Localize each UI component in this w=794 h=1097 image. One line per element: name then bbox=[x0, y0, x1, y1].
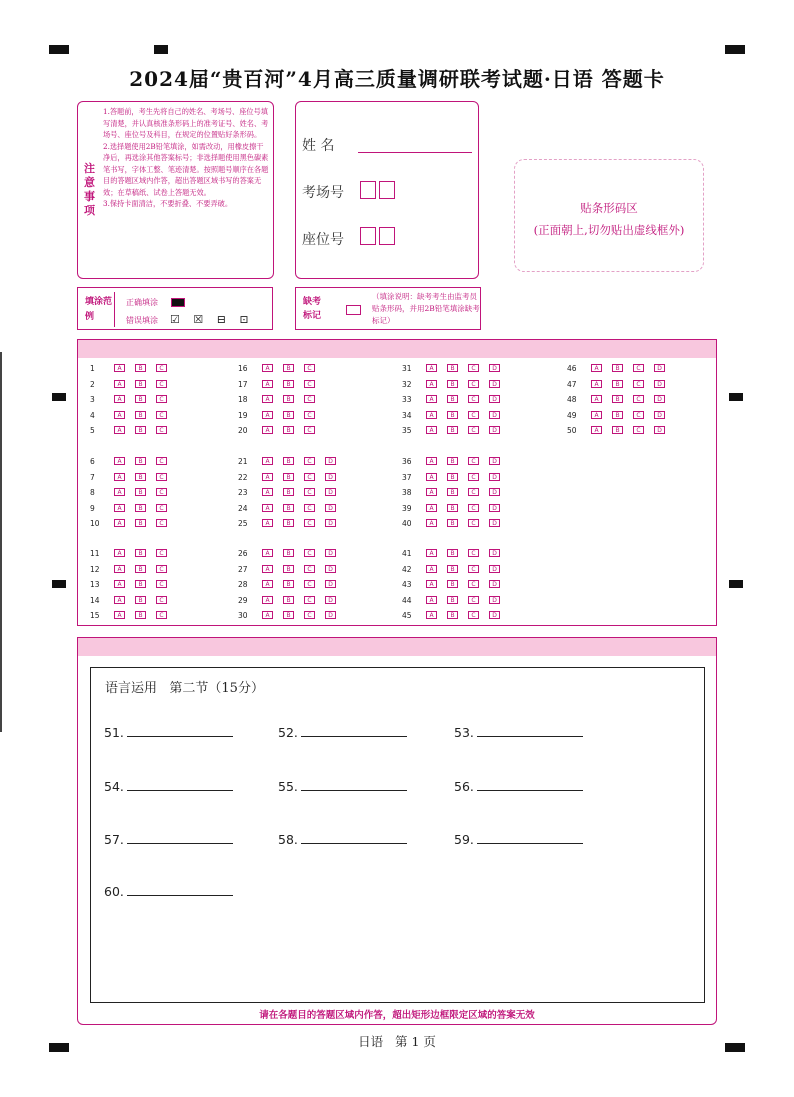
question-number: 24 bbox=[238, 503, 248, 513]
option-bubble-a[interactable]: A bbox=[426, 565, 437, 573]
option-bubble-c[interactable]: C bbox=[468, 504, 479, 512]
question-number: 17 bbox=[238, 379, 248, 389]
option-bubble-a[interactable]: A bbox=[426, 457, 437, 465]
option-bubble-b[interactable]: B bbox=[283, 565, 294, 573]
question-number: 3 bbox=[90, 395, 95, 404]
question-number: 42 bbox=[402, 564, 412, 574]
option-bubble-d[interactable]: D bbox=[489, 549, 500, 557]
option-bubble-c[interactable]: C bbox=[468, 488, 479, 496]
room-label: 考场号 bbox=[302, 185, 344, 201]
option-bubble-b[interactable]: B bbox=[283, 488, 294, 496]
notice-text bbox=[103, 106, 269, 210]
option-bubble-b[interactable]: B bbox=[447, 395, 458, 403]
question-number: 33 bbox=[402, 395, 412, 404]
barcode-area bbox=[514, 159, 704, 272]
option-bubble-c[interactable]: C bbox=[304, 504, 315, 512]
option-bubble-c[interactable]: C bbox=[468, 395, 479, 403]
option-bubble-d[interactable]: D bbox=[325, 488, 336, 496]
option-bubble-a[interactable]: A bbox=[114, 457, 125, 465]
option-bubble-c[interactable]: C bbox=[156, 519, 167, 527]
option-bubble-c[interactable]: C bbox=[304, 411, 315, 419]
option-bubble-c[interactable]: C bbox=[304, 549, 315, 557]
option-bubble-a[interactable]: A bbox=[262, 580, 273, 588]
option-bubble-b[interactable]: B bbox=[447, 457, 458, 465]
option-bubble-c[interactable]: C bbox=[633, 395, 644, 403]
option-bubble-b[interactable]: B bbox=[283, 519, 294, 527]
option-bubble-a[interactable]: A bbox=[262, 411, 273, 419]
option-bubble-b[interactable]: B bbox=[135, 364, 146, 372]
absent-box bbox=[295, 287, 481, 330]
option-bubble-c[interactable]: C bbox=[156, 611, 167, 619]
option-bubble-b[interactable]: B bbox=[447, 565, 458, 573]
option-bubble-c[interactable]: C bbox=[468, 426, 479, 434]
option-bubble-c[interactable]: C bbox=[468, 457, 479, 465]
question-number: 5 bbox=[90, 426, 95, 435]
option-bubble-d[interactable]: D bbox=[325, 519, 336, 527]
blank-label: 51. bbox=[104, 725, 124, 740]
option-bubble-a[interactable]: A bbox=[262, 519, 273, 527]
option-bubble-b[interactable]: B bbox=[447, 488, 458, 496]
option-bubble-a[interactable]: A bbox=[591, 364, 602, 372]
option-bubble-a[interactable]: A bbox=[591, 380, 602, 388]
registration-mark bbox=[154, 45, 168, 54]
option-bubble-d[interactable]: D bbox=[489, 364, 500, 372]
question-number: 27 bbox=[238, 564, 248, 574]
option-bubble-c[interactable]: C bbox=[156, 364, 167, 372]
registration-mark bbox=[52, 580, 66, 588]
option-bubble-b[interactable]: B bbox=[135, 611, 146, 619]
section-heading: 语言运用 第二节（15分） bbox=[105, 681, 264, 696]
blank-label: 53. bbox=[454, 725, 474, 740]
notice-item: 2.选择题使用2B铅笔填涂，如需改动，用橡皮擦干净后，再选涂其他答案标号；非选择题使用黑色碳素笔书写，字体工整、笔迹清楚。按照题号顺序在各题目的答题区域内作答，超出答题区域书写的答案无效；在草稿纸、试卷上答题无效。 bbox=[103, 141, 269, 197]
question-number: 12 bbox=[90, 564, 100, 574]
page-title: 2024届“贵百河”4月高三质量调研联考试题·日语 答题卡 bbox=[129, 67, 665, 91]
barcode-note: (正面朝上,切勿贴出虚线框外) bbox=[533, 223, 685, 237]
option-bubble-b[interactable]: B bbox=[283, 611, 294, 619]
option-bubble-d[interactable]: D bbox=[489, 426, 500, 434]
option-bubble-c[interactable]: C bbox=[468, 519, 479, 527]
question-number: 2 bbox=[90, 379, 95, 389]
section-band bbox=[78, 340, 716, 358]
question-number: 39 bbox=[402, 503, 412, 513]
room-digit-box[interactable] bbox=[379, 181, 395, 199]
notice-label: 注意事项 bbox=[84, 162, 95, 217]
option-bubble-a[interactable]: A bbox=[114, 426, 125, 434]
notice-box bbox=[77, 101, 274, 279]
option-bubble-d[interactable]: D bbox=[489, 380, 500, 388]
option-bubble-a[interactable]: A bbox=[262, 473, 273, 481]
question-number: 45 bbox=[402, 611, 412, 620]
option-bubble-c[interactable]: C bbox=[156, 426, 167, 434]
option-bubble-c[interactable]: C bbox=[304, 580, 315, 588]
question-number: 15 bbox=[90, 611, 100, 620]
question-number: 10 bbox=[90, 519, 100, 528]
question-number: 47 bbox=[567, 379, 577, 389]
option-bubble-d[interactable]: D bbox=[489, 504, 500, 512]
option-bubble-b[interactable]: B bbox=[135, 565, 146, 573]
option-bubble-c[interactable]: C bbox=[156, 596, 167, 604]
option-bubble-c[interactable]: C bbox=[156, 488, 167, 496]
blank-answer-line[interactable] bbox=[127, 790, 233, 791]
option-bubble-a[interactable]: A bbox=[114, 488, 125, 496]
question-number: 38 bbox=[402, 488, 412, 497]
option-bubble-d[interactable]: D bbox=[325, 565, 336, 573]
option-bubble-c[interactable]: C bbox=[633, 411, 644, 419]
question-number: 32 bbox=[402, 379, 412, 389]
option-bubble-d[interactable]: D bbox=[654, 380, 665, 388]
option-bubble-b[interactable]: B bbox=[135, 580, 146, 588]
blank-answer-line[interactable] bbox=[477, 736, 583, 737]
option-bubble-c[interactable]: C bbox=[304, 596, 315, 604]
option-bubble-b[interactable]: B bbox=[447, 519, 458, 527]
option-bubble-b[interactable]: B bbox=[447, 549, 458, 557]
option-bubble-b[interactable]: B bbox=[283, 504, 294, 512]
blank-answer-line[interactable] bbox=[301, 736, 407, 737]
option-bubble-a[interactable]: A bbox=[114, 473, 125, 481]
absent-note: （填涂说明：缺考考生由监考员贴条形码，并用2B铅笔填涂缺考标记） bbox=[372, 292, 480, 325]
answer-frame bbox=[90, 667, 705, 1003]
question-number: 13 bbox=[90, 580, 100, 589]
option-bubble-a[interactable]: A bbox=[426, 611, 437, 619]
question-number: 26 bbox=[238, 549, 248, 558]
question-number: 36 bbox=[402, 457, 412, 466]
option-bubble-c[interactable]: C bbox=[304, 565, 315, 573]
option-bubble-a[interactable]: A bbox=[114, 565, 125, 573]
option-bubble-d[interactable]: D bbox=[325, 473, 336, 481]
option-bubble-c[interactable]: C bbox=[156, 565, 167, 573]
blank-label: 60. bbox=[104, 884, 124, 899]
question-number: 21 bbox=[238, 457, 248, 466]
wrong-fill-samples: ☑ ☒ ⊟ ⊡ bbox=[170, 313, 254, 326]
option-bubble-c[interactable]: C bbox=[468, 611, 479, 619]
notice-item: 1.答题前，考生先将自己的姓名、考场号、座位号填写清楚，并认真核准条形码上的准考证号、姓名、考场号、座位号及科目，在规定的位置贴好条形码。 bbox=[103, 107, 269, 139]
option-bubble-b[interactable]: B bbox=[612, 411, 623, 419]
option-bubble-a[interactable]: A bbox=[114, 380, 125, 388]
option-bubble-b[interactable]: B bbox=[612, 364, 623, 372]
blank-label: 58. bbox=[278, 832, 298, 847]
option-bubble-b[interactable]: B bbox=[447, 380, 458, 388]
blank-label: 52. bbox=[278, 725, 298, 740]
option-bubble-b[interactable]: B bbox=[283, 380, 294, 388]
option-bubble-d[interactable]: D bbox=[325, 504, 336, 512]
option-bubble-d[interactable]: D bbox=[325, 611, 336, 619]
blank-answer-line[interactable] bbox=[127, 895, 233, 896]
option-bubble-a[interactable]: A bbox=[114, 395, 125, 403]
question-number: 43 bbox=[402, 580, 412, 589]
option-bubble-d[interactable]: D bbox=[489, 580, 500, 588]
option-bubble-a[interactable]: A bbox=[262, 380, 273, 388]
option-bubble-a[interactable]: A bbox=[426, 519, 437, 527]
option-bubble-a[interactable]: A bbox=[426, 488, 437, 496]
option-bubble-c[interactable]: C bbox=[304, 488, 315, 496]
choice-section bbox=[77, 339, 717, 626]
question-number: 49 bbox=[567, 410, 577, 420]
option-bubble-d[interactable]: D bbox=[489, 565, 500, 573]
question-number: 41 bbox=[402, 549, 412, 558]
option-bubble-b[interactable]: B bbox=[283, 395, 294, 403]
blank-answer-line[interactable] bbox=[301, 843, 407, 844]
option-bubble-c[interactable]: C bbox=[633, 426, 644, 434]
option-bubble-a[interactable]: A bbox=[426, 596, 437, 604]
option-bubble-b[interactable]: B bbox=[135, 549, 146, 557]
option-bubble-a[interactable]: A bbox=[114, 519, 125, 527]
section-band bbox=[78, 638, 716, 656]
option-bubble-c[interactable]: C bbox=[304, 364, 315, 372]
option-bubble-c[interactable]: C bbox=[156, 411, 167, 419]
blank-label: 56. bbox=[454, 779, 474, 794]
question-number: 28 bbox=[238, 580, 248, 589]
info-box bbox=[295, 101, 479, 279]
question-number: 31 bbox=[402, 364, 412, 373]
option-bubble-d[interactable]: D bbox=[325, 549, 336, 557]
registration-mark bbox=[725, 45, 745, 54]
option-bubble-c[interactable]: C bbox=[156, 504, 167, 512]
seat-label: 座位号 bbox=[302, 232, 344, 248]
option-bubble-b[interactable]: B bbox=[447, 473, 458, 481]
option-bubble-a[interactable]: A bbox=[262, 611, 273, 619]
name-field[interactable] bbox=[358, 152, 472, 153]
option-bubble-d[interactable]: D bbox=[489, 411, 500, 419]
option-bubble-c[interactable]: C bbox=[468, 473, 479, 481]
option-bubble-d[interactable]: D bbox=[489, 395, 500, 403]
blank-answer-line[interactable] bbox=[477, 843, 583, 844]
blank-answer-line[interactable] bbox=[301, 790, 407, 791]
option-bubble-b[interactable]: B bbox=[612, 395, 623, 403]
option-bubble-c[interactable]: C bbox=[468, 549, 479, 557]
option-bubble-d[interactable]: D bbox=[489, 611, 500, 619]
option-bubble-a[interactable]: A bbox=[426, 411, 437, 419]
option-bubble-b[interactable]: B bbox=[283, 364, 294, 372]
option-bubble-a[interactable]: A bbox=[114, 611, 125, 619]
option-bubble-a[interactable]: A bbox=[114, 580, 125, 588]
option-bubble-b[interactable]: B bbox=[135, 519, 146, 527]
option-bubble-a[interactable]: A bbox=[591, 411, 602, 419]
page-number: 日语 第 1 页 bbox=[358, 1034, 436, 1049]
option-bubble-b[interactable]: B bbox=[135, 380, 146, 388]
question-number: 16 bbox=[238, 364, 248, 373]
absent-checkbox[interactable] bbox=[346, 305, 361, 315]
footer-note: 请在各题目的答题区域内作答，超出矩形边框限定区域的答案无效 bbox=[259, 1010, 535, 1021]
option-bubble-d[interactable]: D bbox=[654, 426, 665, 434]
option-bubble-b[interactable]: B bbox=[283, 580, 294, 588]
option-bubble-a[interactable]: A bbox=[426, 395, 437, 403]
option-bubble-c[interactable]: C bbox=[468, 411, 479, 419]
option-bubble-d[interactable]: D bbox=[325, 457, 336, 465]
option-bubble-c[interactable]: C bbox=[156, 457, 167, 465]
blank-answer-line[interactable] bbox=[127, 843, 233, 844]
option-bubble-c[interactable]: C bbox=[156, 395, 167, 403]
option-bubble-a[interactable]: A bbox=[114, 596, 125, 604]
option-bubble-a[interactable]: A bbox=[114, 411, 125, 419]
question-number: 11 bbox=[90, 549, 100, 558]
option-bubble-d[interactable]: D bbox=[489, 457, 500, 465]
option-bubble-c[interactable]: C bbox=[156, 580, 167, 588]
question-number: 1 bbox=[90, 364, 95, 373]
question-number: 37 bbox=[402, 472, 412, 482]
fill-example-label: 填涂范例 bbox=[85, 297, 113, 322]
option-bubble-b[interactable]: B bbox=[447, 364, 458, 372]
option-bubble-a[interactable]: A bbox=[426, 580, 437, 588]
option-bubble-d[interactable]: D bbox=[654, 411, 665, 419]
option-bubble-c[interactable]: C bbox=[633, 364, 644, 372]
option-bubble-b[interactable]: B bbox=[283, 426, 294, 434]
question-number: 48 bbox=[567, 395, 577, 404]
option-bubble-b[interactable]: B bbox=[283, 457, 294, 465]
blank-answer-line[interactable] bbox=[127, 736, 233, 737]
blank-label: 55. bbox=[278, 779, 298, 794]
correct-fill-label: 正确填涂 bbox=[126, 298, 158, 307]
question-number: 40 bbox=[402, 519, 412, 528]
option-bubble-c[interactable]: C bbox=[304, 519, 315, 527]
question-number: 8 bbox=[90, 488, 95, 497]
correct-fill-sample bbox=[171, 298, 185, 307]
option-bubble-b[interactable]: B bbox=[135, 395, 146, 403]
option-bubble-c[interactable]: C bbox=[156, 473, 167, 481]
seat-digit-box[interactable] bbox=[360, 227, 376, 245]
registration-mark bbox=[729, 580, 743, 588]
question-number: 50 bbox=[567, 426, 577, 435]
question-number: 34 bbox=[402, 410, 412, 420]
option-bubble-b[interactable]: B bbox=[612, 426, 623, 434]
option-bubble-c[interactable]: C bbox=[633, 380, 644, 388]
question-number: 19 bbox=[238, 410, 248, 420]
option-bubble-b[interactable]: B bbox=[135, 488, 146, 496]
option-bubble-d[interactable]: D bbox=[325, 596, 336, 604]
option-bubble-b[interactable]: B bbox=[135, 596, 146, 604]
option-bubble-d[interactable]: D bbox=[489, 488, 500, 496]
option-bubble-b[interactable]: B bbox=[447, 411, 458, 419]
option-bubble-a[interactable]: A bbox=[262, 565, 273, 573]
question-number: 23 bbox=[238, 488, 248, 497]
option-bubble-a[interactable]: A bbox=[262, 426, 273, 434]
option-bubble-a[interactable]: A bbox=[114, 364, 125, 372]
option-bubble-a[interactable]: A bbox=[426, 504, 437, 512]
option-bubble-c[interactable]: C bbox=[468, 565, 479, 573]
option-bubble-a[interactable]: A bbox=[262, 395, 273, 403]
option-bubble-a[interactable]: A bbox=[591, 395, 602, 403]
option-bubble-b[interactable]: B bbox=[283, 596, 294, 604]
option-bubble-a[interactable]: A bbox=[591, 426, 602, 434]
registration-mark bbox=[52, 393, 66, 401]
question-number: 14 bbox=[90, 595, 100, 605]
option-bubble-c[interactable]: C bbox=[304, 473, 315, 481]
question-number: 29 bbox=[238, 595, 248, 605]
option-bubble-d[interactable]: D bbox=[489, 473, 500, 481]
option-bubble-a[interactable]: A bbox=[262, 457, 273, 465]
option-bubble-c[interactable]: C bbox=[304, 611, 315, 619]
option-bubble-b[interactable]: B bbox=[283, 411, 294, 419]
option-bubble-b[interactable]: B bbox=[447, 580, 458, 588]
option-bubble-a[interactable]: A bbox=[426, 426, 437, 434]
option-bubble-a[interactable]: A bbox=[426, 473, 437, 481]
absent-label: 缺考标记 bbox=[303, 297, 322, 321]
option-bubble-b[interactable]: B bbox=[283, 549, 294, 557]
option-bubble-b[interactable]: B bbox=[135, 473, 146, 481]
question-number: 22 bbox=[238, 472, 248, 482]
name-label: 姓 名 bbox=[302, 138, 335, 154]
option-bubble-b[interactable]: B bbox=[135, 457, 146, 465]
blank-answer-line[interactable] bbox=[477, 790, 583, 791]
option-bubble-c[interactable]: C bbox=[304, 457, 315, 465]
seat-digit-box[interactable] bbox=[379, 227, 395, 245]
question-number: 30 bbox=[238, 611, 248, 620]
option-bubble-b[interactable]: B bbox=[447, 596, 458, 604]
option-bubble-c[interactable]: C bbox=[468, 580, 479, 588]
option-bubble-c[interactable]: C bbox=[304, 426, 315, 434]
blank-label: 57. bbox=[104, 832, 124, 847]
registration-mark bbox=[729, 393, 743, 401]
option-bubble-c[interactable]: C bbox=[468, 596, 479, 604]
option-bubble-b[interactable]: B bbox=[612, 380, 623, 388]
option-bubble-c[interactable]: C bbox=[468, 364, 479, 372]
option-bubble-a[interactable]: A bbox=[426, 380, 437, 388]
blank-label: 54. bbox=[104, 779, 124, 794]
option-bubble-a[interactable]: A bbox=[262, 364, 273, 372]
option-bubble-c[interactable]: C bbox=[304, 395, 315, 403]
option-bubble-c[interactable]: C bbox=[468, 380, 479, 388]
option-bubble-d[interactable]: D bbox=[654, 364, 665, 372]
option-bubble-c[interactable]: C bbox=[156, 549, 167, 557]
option-bubble-d[interactable]: D bbox=[325, 580, 336, 588]
barcode-title: 贴条形码区 bbox=[580, 201, 638, 215]
question-number: 18 bbox=[238, 395, 248, 404]
question-number: 44 bbox=[402, 595, 412, 605]
question-number: 25 bbox=[238, 519, 248, 528]
question-number: 4 bbox=[90, 410, 95, 420]
option-bubble-b[interactable]: B bbox=[135, 411, 146, 419]
option-bubble-a[interactable]: A bbox=[262, 488, 273, 496]
option-bubble-d[interactable]: D bbox=[654, 395, 665, 403]
option-bubble-d[interactable]: D bbox=[489, 519, 500, 527]
option-bubble-a[interactable]: A bbox=[426, 364, 437, 372]
option-bubble-a[interactable]: A bbox=[426, 549, 437, 557]
question-number: 46 bbox=[567, 364, 577, 373]
option-bubble-a[interactable]: A bbox=[262, 549, 273, 557]
option-bubble-b[interactable]: B bbox=[447, 504, 458, 512]
question-number: 20 bbox=[238, 426, 248, 435]
option-bubble-b[interactable]: B bbox=[135, 426, 146, 434]
wrong-fill-label: 错误填涂 bbox=[126, 316, 158, 325]
option-bubble-a[interactable]: A bbox=[114, 504, 125, 512]
registration-mark bbox=[49, 45, 69, 54]
option-bubble-b[interactable]: B bbox=[447, 426, 458, 434]
fill-example bbox=[77, 287, 273, 330]
option-bubble-a[interactable]: A bbox=[114, 549, 125, 557]
question-number: 6 bbox=[90, 457, 95, 466]
option-bubble-c[interactable]: C bbox=[304, 380, 315, 388]
option-bubble-c[interactable]: C bbox=[156, 380, 167, 388]
blank-label: 59. bbox=[454, 832, 474, 847]
option-bubble-a[interactable]: A bbox=[262, 596, 273, 604]
notice-item: 3.保持卡面清洁，不要折叠、不要弄破。 bbox=[103, 199, 233, 208]
option-bubble-b[interactable]: B bbox=[135, 504, 146, 512]
option-bubble-b[interactable]: B bbox=[283, 473, 294, 481]
question-number: 35 bbox=[402, 426, 412, 435]
option-bubble-b[interactable]: B bbox=[447, 611, 458, 619]
question-number: 9 bbox=[90, 503, 95, 513]
option-bubble-d[interactable]: D bbox=[489, 596, 500, 604]
room-digit-box[interactable] bbox=[360, 181, 376, 199]
option-bubble-a[interactable]: A bbox=[262, 504, 273, 512]
question-number: 7 bbox=[90, 472, 95, 482]
side-bar bbox=[0, 352, 2, 732]
